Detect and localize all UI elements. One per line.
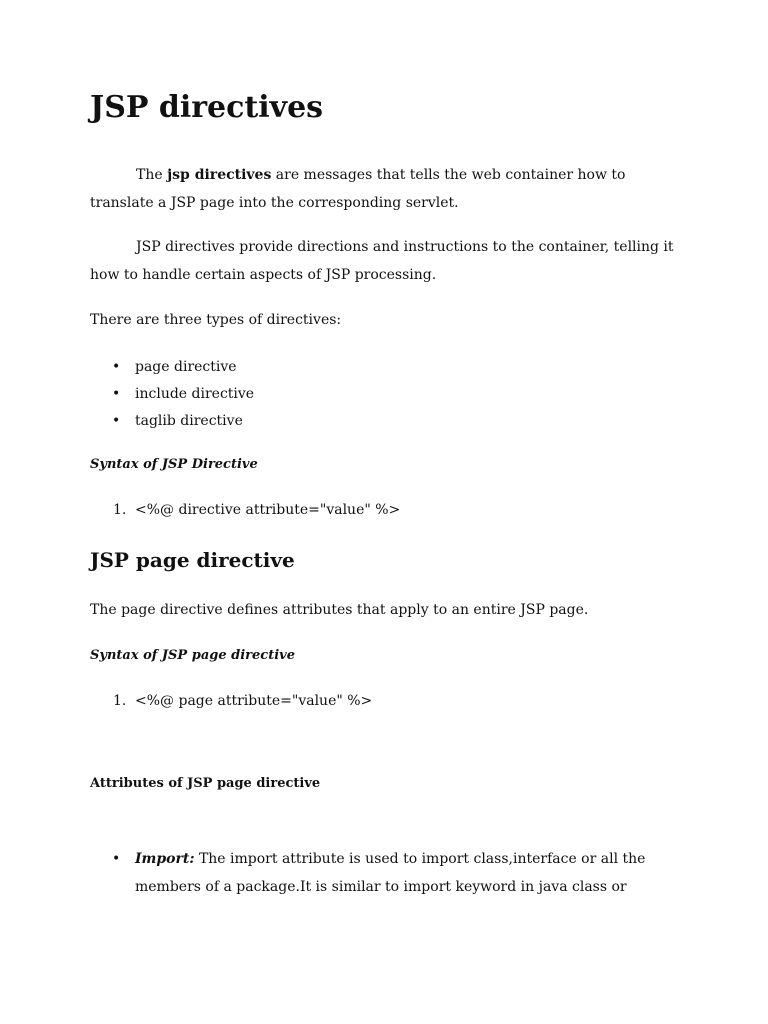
page-title: JSP directives [90,90,324,125]
intro-paragraph-1 [90,161,690,217]
intro-paragraph-3: There are three types of directives: [90,312,342,328]
import-label: Import: [135,851,195,867]
bullet-icon: • [112,386,121,402]
bullet-icon: • [112,851,121,867]
page-directive-code: <%@ page attribute="value" %> [135,693,373,709]
intro-p1-pre: The [136,167,168,183]
intro-p1-bold: jsp directives [167,167,272,183]
intro-p1-post: are messages that tells the web container how to translate a JSP page into the corresponding servlet. [90,167,626,211]
list-item [90,356,254,383]
list-item-label: taglib directive [135,413,243,429]
import-text: The import attribute is used to import class,interface or all the members of a package.It is similar to import keyword in java class or [135,851,646,895]
syntax-code: <%@ directive attribute="value" %> [135,502,401,518]
page-directive-code-item [90,693,372,709]
page-directive-syntax-heading: Syntax of JSP page directive [90,648,295,663]
attributes-heading: Attributes of JSP page directive [90,776,321,791]
list-number: 1. [113,693,127,709]
list-item [90,383,254,410]
syntax-code-item [90,502,400,518]
list-number: 1. [113,502,127,518]
list-item-label: include directive [135,386,255,402]
directive-types-list [90,356,254,437]
import-attribute-item [90,845,690,901]
bullet-icon: • [112,359,121,375]
list-item [90,410,254,437]
page-directive-description: The page directive defines attributes that apply to an entire JSP page. [90,602,589,618]
syntax-heading: Syntax of JSP Directive [90,457,258,472]
intro-paragraph-2: JSP directives provide directions and instructions to the container, telling it how to handle certain aspects of JSP processing. [90,239,674,283]
page-directive-heading: JSP page directive [90,548,295,572]
bullet-icon: • [112,413,121,429]
list-item-label: page directive [135,359,237,375]
